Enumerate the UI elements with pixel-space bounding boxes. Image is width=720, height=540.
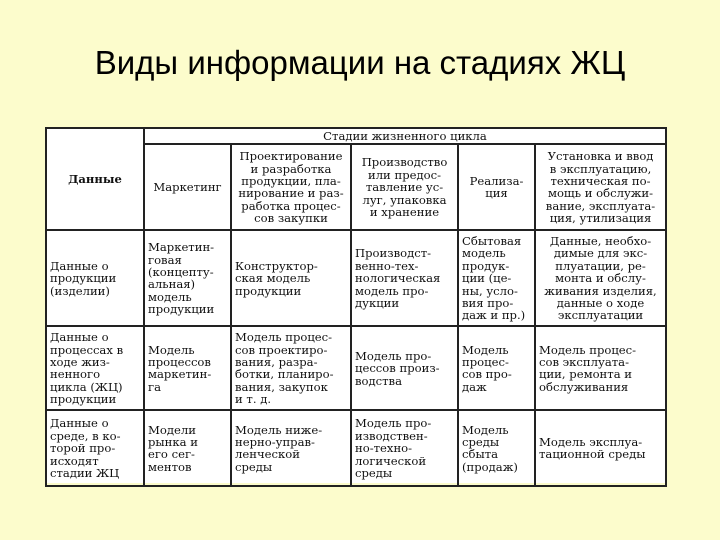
table-cell: Производст- венно-тех- нологическая модель про- дукции [351, 230, 458, 326]
stage-header-marketing: Маркетинг [144, 144, 231, 230]
table-cell: Модель про- изводствен- но-техно- логической среды [351, 410, 458, 486]
stage-header-design: Проектирование и разработка продукции, пла- нирование и раз- работка процес- сов закупки [231, 144, 351, 230]
group-header-lifecycle-stages: Стадии жизненного цикла [144, 128, 666, 144]
table-cell: Модель эксплуа- тационной среды [535, 410, 666, 486]
lifecycle-table-container [45, 127, 665, 483]
table-cell: Модель процес- сов проектиро- вания, разра- ботки, планиро- вания, закупок и т. д. [231, 326, 351, 410]
table-row [46, 326, 666, 410]
table-cell: Маркетин- говая (концепту- альная) модель продукции [144, 230, 231, 326]
table-cell: Данные, необхо- димые для экс- плуатации, ре- монта и обслу- живания изделия, данные о ходе эксплуатации [535, 230, 666, 326]
table-cell: Конструктор- ская модель продукции [231, 230, 351, 326]
stage-header-production: Производство или предос- тавление ус- луг, упаковка и хранение [351, 144, 458, 230]
table-cell: Модель ниже- нерно-управ- ленческой среды [231, 410, 351, 486]
table-cell: Модели рынка и его сег- ментов [144, 410, 231, 486]
table-cell: Модель среды сбыта (продаж) [458, 410, 535, 486]
table-cell: Модель процес- сов про- даж [458, 326, 535, 410]
row-label-product-data: Данные о продукции (изделии) [46, 230, 144, 326]
row-label-environment-data: Данные о среде, в ко- торой про- исходят стадии ЖЦ [46, 410, 144, 486]
corner-header-data: Данные [46, 128, 144, 230]
table-cell: Сбытовая модель продук- ции (це- ны, усло- вия про- даж и пр.) [458, 230, 535, 326]
lifecycle-info-table [45, 127, 667, 487]
slide-title: Виды информации на стадиях ЖЦ [94, 44, 626, 81]
stage-header-sales: Реализа- ция [458, 144, 535, 230]
stage-header-operation: Установка и ввод в эксплуатацию, техническая по- мощь и обслужи- вание, эксплуата- ция, утилизация [535, 144, 666, 230]
table-row [46, 410, 666, 486]
table-cell: Модель процессов маркетин- га [144, 326, 231, 410]
table-header-row [46, 128, 666, 144]
table-cell: Модель процес- сов эксплуата- ции, ремонта и обслуживания [535, 326, 666, 410]
table-row [46, 230, 666, 326]
row-label-process-data: Данные о процессах в ходе жиз- ненного цикла (ЖЦ) продукции [46, 326, 144, 410]
table-cell: Модель про- цессов произ- водства [351, 326, 458, 410]
